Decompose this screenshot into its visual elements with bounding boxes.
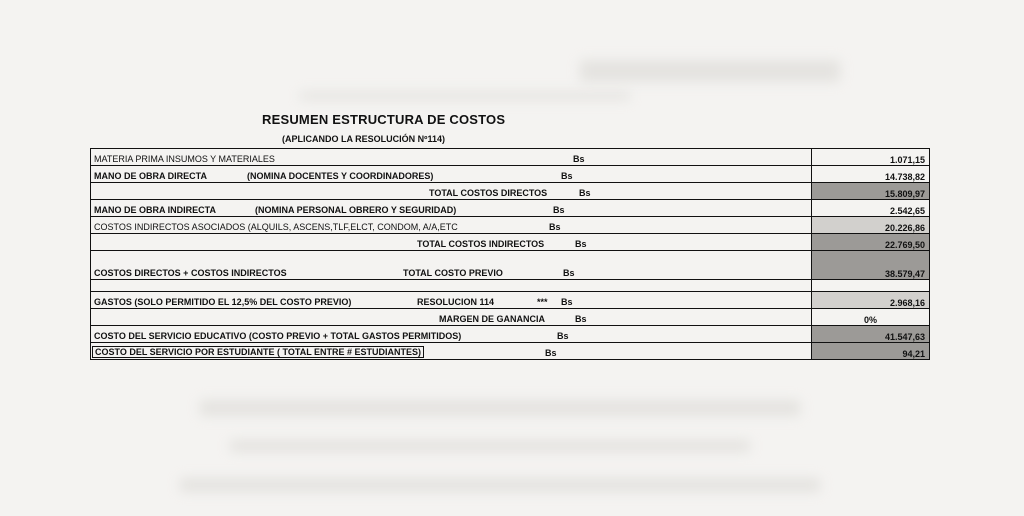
currency-label: Bs (561, 297, 573, 307)
cost-table (90, 148, 930, 360)
table-row (91, 217, 929, 234)
table-row-subtotal (91, 234, 929, 251)
row-note: (NOMINA PERSONAL OBRERO Y SEGURIDAD) (255, 205, 457, 215)
row-mark: *** (537, 297, 548, 307)
table-row (91, 326, 929, 343)
currency-label: Bs (575, 239, 587, 249)
table-row (91, 343, 929, 359)
currency-label: Bs (573, 154, 585, 164)
table-row-subtotal (91, 309, 929, 326)
empty-value-cell (811, 280, 929, 291)
subtotal-label: TOTAL COSTOS DIRECTOS (429, 188, 548, 198)
row-note: (NOMINA DOCENTES Y COORDINADORES) (247, 171, 434, 181)
row-label: COSTOS DIRECTOS + COSTOS INDIRECTOS (94, 268, 287, 278)
row-value: 20.226,86 (811, 217, 929, 233)
row-label: COSTOS INDIRECTOS ASOCIADOS (ALQUILS, ASCENS,TLF,ELCT, CONDOM, A/A,ETC (94, 222, 458, 232)
row-value: 14.738,82 (811, 166, 929, 182)
row-value: 1.071,15 (811, 149, 929, 165)
table-row (91, 292, 929, 309)
table-row (91, 251, 929, 280)
row-label: MANO DE OBRA INDIRECTA (94, 205, 216, 215)
subtotal-label: TOTAL COSTOS INDIRECTOS (417, 239, 545, 249)
currency-label: Bs (575, 314, 587, 324)
currency-label: Bs (553, 205, 565, 215)
document-subtitle: (APLICANDO LA RESOLUCIÓN Nº114) (282, 134, 445, 144)
currency-label: Bs (549, 222, 561, 232)
row-value: 22.769,50 (811, 234, 929, 250)
row-value: 38.579,47 (811, 251, 929, 279)
row-label: COSTO DEL SERVICIO EDUCATIVO (COSTO PREVIO + TOTAL GASTOS PERMITIDOS) (94, 331, 462, 341)
currency-label: Bs (557, 331, 569, 341)
currency-label: Bs (545, 348, 557, 358)
row-label: MATERIA PRIMA INSUMOS Y MATERIALES (94, 154, 275, 164)
bleed-through-shadow (180, 478, 820, 492)
table-row (91, 200, 929, 217)
row-label: COSTO DEL SERVICIO POR ESTUDIANTE ( TOTAL ENTRE # ESTUDIANTES) (92, 346, 424, 358)
currency-label: Bs (579, 188, 591, 198)
table-row (91, 166, 929, 183)
table-row-subtotal (91, 183, 929, 200)
currency-label: Bs (561, 171, 573, 181)
row-note: RESOLUCION 114 (417, 297, 495, 307)
currency-label: Bs (563, 268, 575, 278)
subtotal-label: MARGEN DE GANANCIA (439, 314, 546, 324)
row-value: 0% (811, 309, 929, 325)
bleed-through-shadow (230, 440, 750, 452)
row-value: 2.968,16 (811, 292, 929, 308)
row-label: GASTOS (SOLO PERMITIDO EL 12,5% DEL COSTO PREVIO) (94, 297, 352, 307)
document-title: RESUMEN ESTRUCTURA DE COSTOS (262, 112, 506, 127)
row-label: MANO DE OBRA DIRECTA (94, 171, 207, 181)
row-value: 94,21 (811, 343, 929, 359)
table-row (91, 149, 929, 166)
bleed-through-shadow (580, 60, 840, 82)
row-value: 2.542,65 (811, 200, 929, 216)
bleed-through-shadow (300, 92, 630, 100)
subtotal-label: TOTAL COSTO PREVIO (403, 268, 503, 278)
row-value: 41.547,63 (811, 326, 929, 342)
row-value: 15.809,97 (811, 183, 929, 199)
bleed-through-shadow (200, 400, 800, 416)
table-row-empty (91, 280, 929, 292)
